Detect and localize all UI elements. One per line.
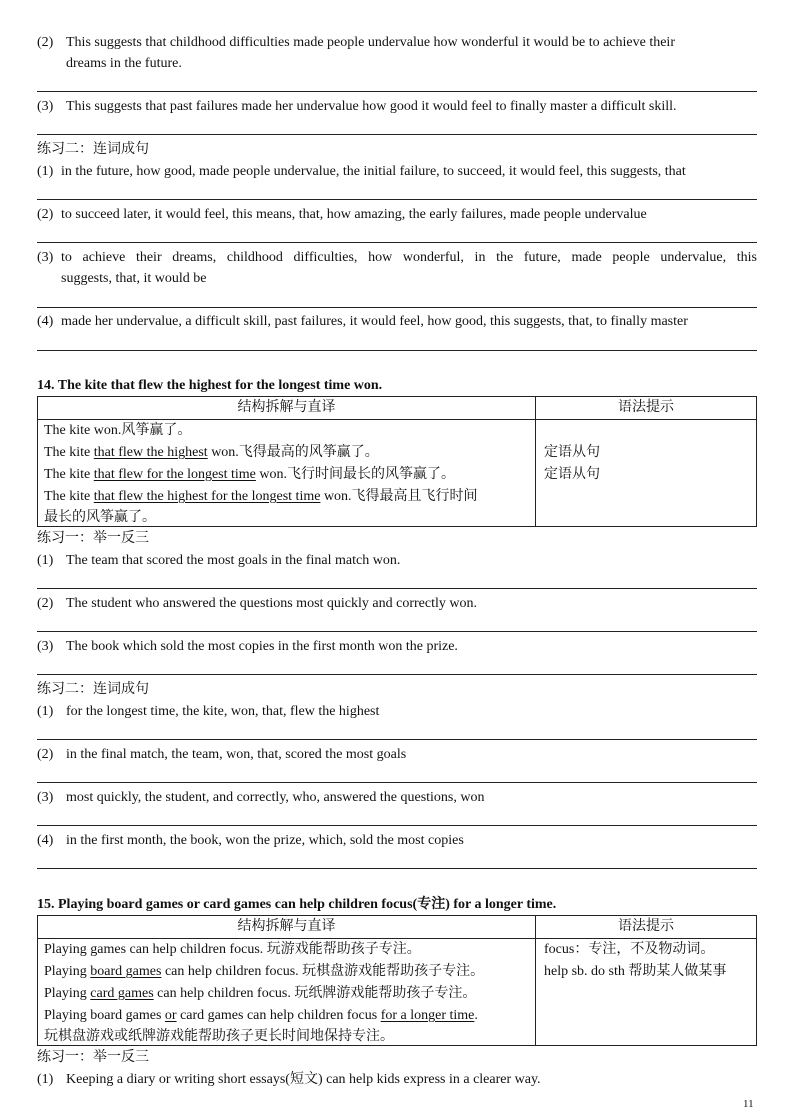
item-num: (3) — [37, 250, 54, 265]
answer-line — [37, 739, 757, 740]
answer-line — [37, 91, 757, 92]
table-row-text: Playing card games can help children focus. 玩纸牌游戏能帮助孩子专注。 — [44, 986, 477, 1001]
table-row-text: Playing games can help children focus. 玩游戏能帮助孩子专注。 — [44, 942, 421, 957]
item-num: (2) — [37, 596, 54, 611]
item-num: (2) — [37, 35, 54, 50]
table-row-text: The kite that flew the highest won.飞得最高的风筝赢了。 — [44, 445, 379, 460]
grammar-hint: focus：专注，不及物动词。 — [544, 942, 715, 957]
item-num: (3) — [37, 790, 54, 805]
item-text: in the first month, the book, won the prize, which, sold the most copies — [66, 833, 464, 848]
item-num: (1) — [37, 704, 54, 719]
item-text: for the longest time, the kite, won, that, flew the highest — [66, 704, 380, 719]
column-header-grammar: 语法提示 — [618, 919, 674, 934]
item-num: (4) — [37, 314, 54, 329]
column-header-structure: 结构拆解与直译 — [237, 919, 336, 934]
item-text: most quickly, the student, and correctly, who, answered the questions, won — [66, 790, 485, 805]
item-text-cont: dreams in the future. — [66, 56, 182, 71]
answer-line — [37, 825, 757, 826]
table-row-text: The kite that flew the highest for the longest time won.飞得最高且飞行时间 — [44, 489, 478, 504]
item-text: to succeed later, it would feel, this means, that, how amazing, the early failures, made people undervalue — [61, 207, 647, 222]
item-num: (3) — [37, 99, 54, 114]
item-text: made her undervalue, a difficult skill, past failures, it would feel, how good, this suggests, that, to finally master — [61, 314, 688, 329]
item-text: to achieve their dreams, childhood difficulties, how wonderful, in the future, made people undervalue, this — [61, 250, 757, 265]
section-14-title: 14. The kite that flew the highest for the longest time won. — [37, 378, 383, 393]
table-row-text: The kite that flew for the longest time won.飞行时间最长的风筝赢了。 — [44, 467, 456, 482]
answer-line — [37, 631, 757, 632]
table-row-text: The kite won.风筝赢了。 — [44, 423, 192, 438]
item-text: in the final match, the team, won, that, scored the most goals — [66, 747, 407, 762]
item-text: This suggests that past failures made her undervalue how good it would feel to finally master a difficult skill. — [66, 99, 677, 114]
grammar-hint: 定语从句 — [544, 445, 600, 460]
exercise-label: 练习二：连词成句 — [37, 142, 149, 157]
answer-line — [37, 134, 757, 135]
item-num: (2) — [37, 747, 54, 762]
item-num: (1) — [37, 553, 54, 568]
item-num: (4) — [37, 833, 54, 848]
answer-line — [37, 868, 757, 869]
item-text-cont: suggests, that, it would be — [61, 271, 207, 286]
exercise-label: 练习二：连词成句 — [37, 682, 149, 697]
answer-line — [37, 350, 757, 351]
exercise-label: 练习一：举一反三 — [37, 1050, 149, 1065]
grammar-hint: 定语从句 — [544, 467, 600, 482]
column-header-structure: 结构拆解与直译 — [237, 400, 336, 415]
exercise-label: 练习一：举一反三 — [37, 531, 149, 546]
table-row-text: Playing board games or card games can help children focus for a longer time. — [44, 1008, 478, 1023]
table-row-text-cont: 玩棋盘游戏或纸牌游戏能帮助孩子更长时间地保持专注。 — [44, 1029, 394, 1044]
answer-line — [37, 588, 757, 589]
section-15-title: 15. Playing board games or card games can help children focus(专注) for a longer time. — [37, 897, 557, 912]
answer-line — [37, 199, 757, 200]
table-row-text-cont: 最长的风筝赢了。 — [44, 510, 156, 525]
page-number: 11 — [743, 1098, 754, 1110]
item-num: (3) — [37, 639, 54, 654]
grammar-hint: help sb. do sth 帮助某人做某事 — [544, 964, 727, 979]
table-row-text: Playing board games can help children focus. 玩棋盘游戏能帮助孩子专注。 — [44, 964, 485, 979]
answer-line — [37, 242, 757, 243]
item-text: The book which sold the most copies in the first month won the prize. — [66, 639, 458, 654]
answer-line — [37, 674, 757, 675]
item-num: (1) — [37, 164, 54, 179]
table-15 — [37, 915, 757, 1046]
item-text: The team that scored the most goals in the final match won. — [66, 553, 401, 568]
item-text: The student who answered the questions most quickly and correctly won. — [66, 596, 477, 611]
answer-line — [37, 307, 757, 308]
item-text: in the future, how good, made people undervalue, the initial failure, to succeed, it would feel, this suggests, that — [61, 164, 686, 179]
item-num: (2) — [37, 207, 54, 222]
table-14 — [37, 396, 757, 527]
column-header-grammar: 语法提示 — [618, 400, 674, 415]
item-num: (1) — [37, 1072, 54, 1087]
item-text: This suggests that childhood difficulties made people undervalue how wonderful it would be to achieve their — [66, 35, 675, 50]
answer-line — [37, 782, 757, 783]
item-text: Keeping a diary or writing short essays(短文) can help kids express in a clearer way. — [66, 1072, 541, 1087]
